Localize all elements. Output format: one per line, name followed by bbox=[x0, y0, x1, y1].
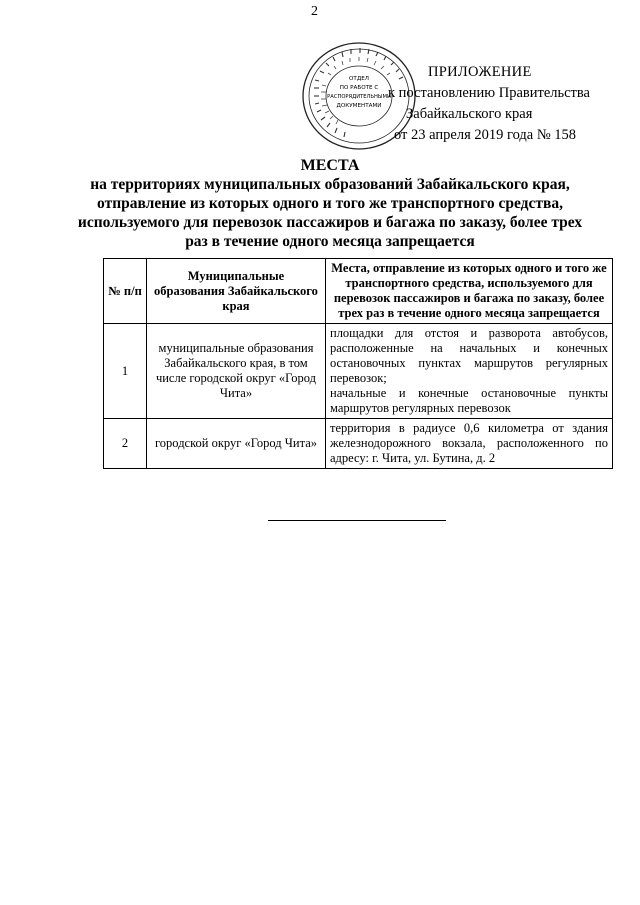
appendix-date-line: от 23 апреля 2019 года № 158 bbox=[394, 127, 577, 143]
header-municipality: Муниципальные образования Забайкальского края bbox=[147, 259, 326, 324]
table-row bbox=[104, 324, 613, 419]
appendix-decree-line: к постановлению Правительства bbox=[388, 85, 590, 101]
header-places: Места, отправление из которых одного и того же транспортного средства, используемого для перевозок пассажиров и багажа по заказу, более трех раз в течение одного месяца запрещается bbox=[326, 259, 613, 324]
place-item: площадки для отстоя и разворота автобусов, расположенные на начальных и конечных остановочных пунктах маршрутов регулярных перевозок; bbox=[330, 326, 608, 385]
closing-rule bbox=[268, 520, 446, 521]
place-item: территория в радиусе 0,6 километра от здания железнодорожного вокзала, расположенного по адресу: г. Чита, ул. Бутина, д. 2 bbox=[330, 421, 608, 465]
document-title bbox=[60, 156, 600, 251]
title-line-1: на территориях муниципальных образований Забайкальского края, bbox=[90, 176, 570, 193]
title-main: МЕСТА bbox=[300, 157, 360, 174]
header-number: № п/п bbox=[104, 259, 147, 324]
row-places bbox=[326, 324, 613, 419]
title-line-2: отправление из которых одного и того же транспортного средства, bbox=[97, 195, 563, 212]
places-table bbox=[103, 258, 613, 469]
row-municipality: городской округ «Город Чита» bbox=[147, 419, 326, 469]
seal-text-line-2: ПО РАБОТЕ С bbox=[339, 85, 379, 91]
row-number: 1 bbox=[104, 324, 147, 419]
title-line-3: используемого для перевозок пассажиров и багажа по заказу, более трех bbox=[77, 214, 583, 231]
title-line-4: раз в течение одного месяца запрещается bbox=[185, 233, 475, 250]
table-row bbox=[104, 419, 613, 469]
seal-text-line-1: ОТДЕЛ bbox=[349, 76, 369, 82]
page-number: 2 bbox=[311, 4, 318, 19]
row-number: 2 bbox=[104, 419, 147, 469]
seal-text-line-4: ДОКУМЕНТАМИ bbox=[336, 103, 382, 109]
appendix-region-line: Забайкальского края bbox=[406, 106, 533, 122]
row-municipality: муниципальные образования Забайкальского края, в том числе городской округ «Город Чита» bbox=[147, 324, 326, 419]
appendix-header bbox=[388, 62, 628, 146]
row-places bbox=[326, 419, 613, 469]
seal-text-line-3: РАСПОРЯДИТЕЛЬНЫМИ bbox=[327, 94, 391, 100]
place-item: начальные и конечные остановочные пункты маршрутов регулярных перевозок bbox=[330, 386, 608, 415]
table-header-row bbox=[104, 259, 613, 324]
appendix-heading: ПРИЛОЖЕНИЕ bbox=[428, 64, 532, 80]
